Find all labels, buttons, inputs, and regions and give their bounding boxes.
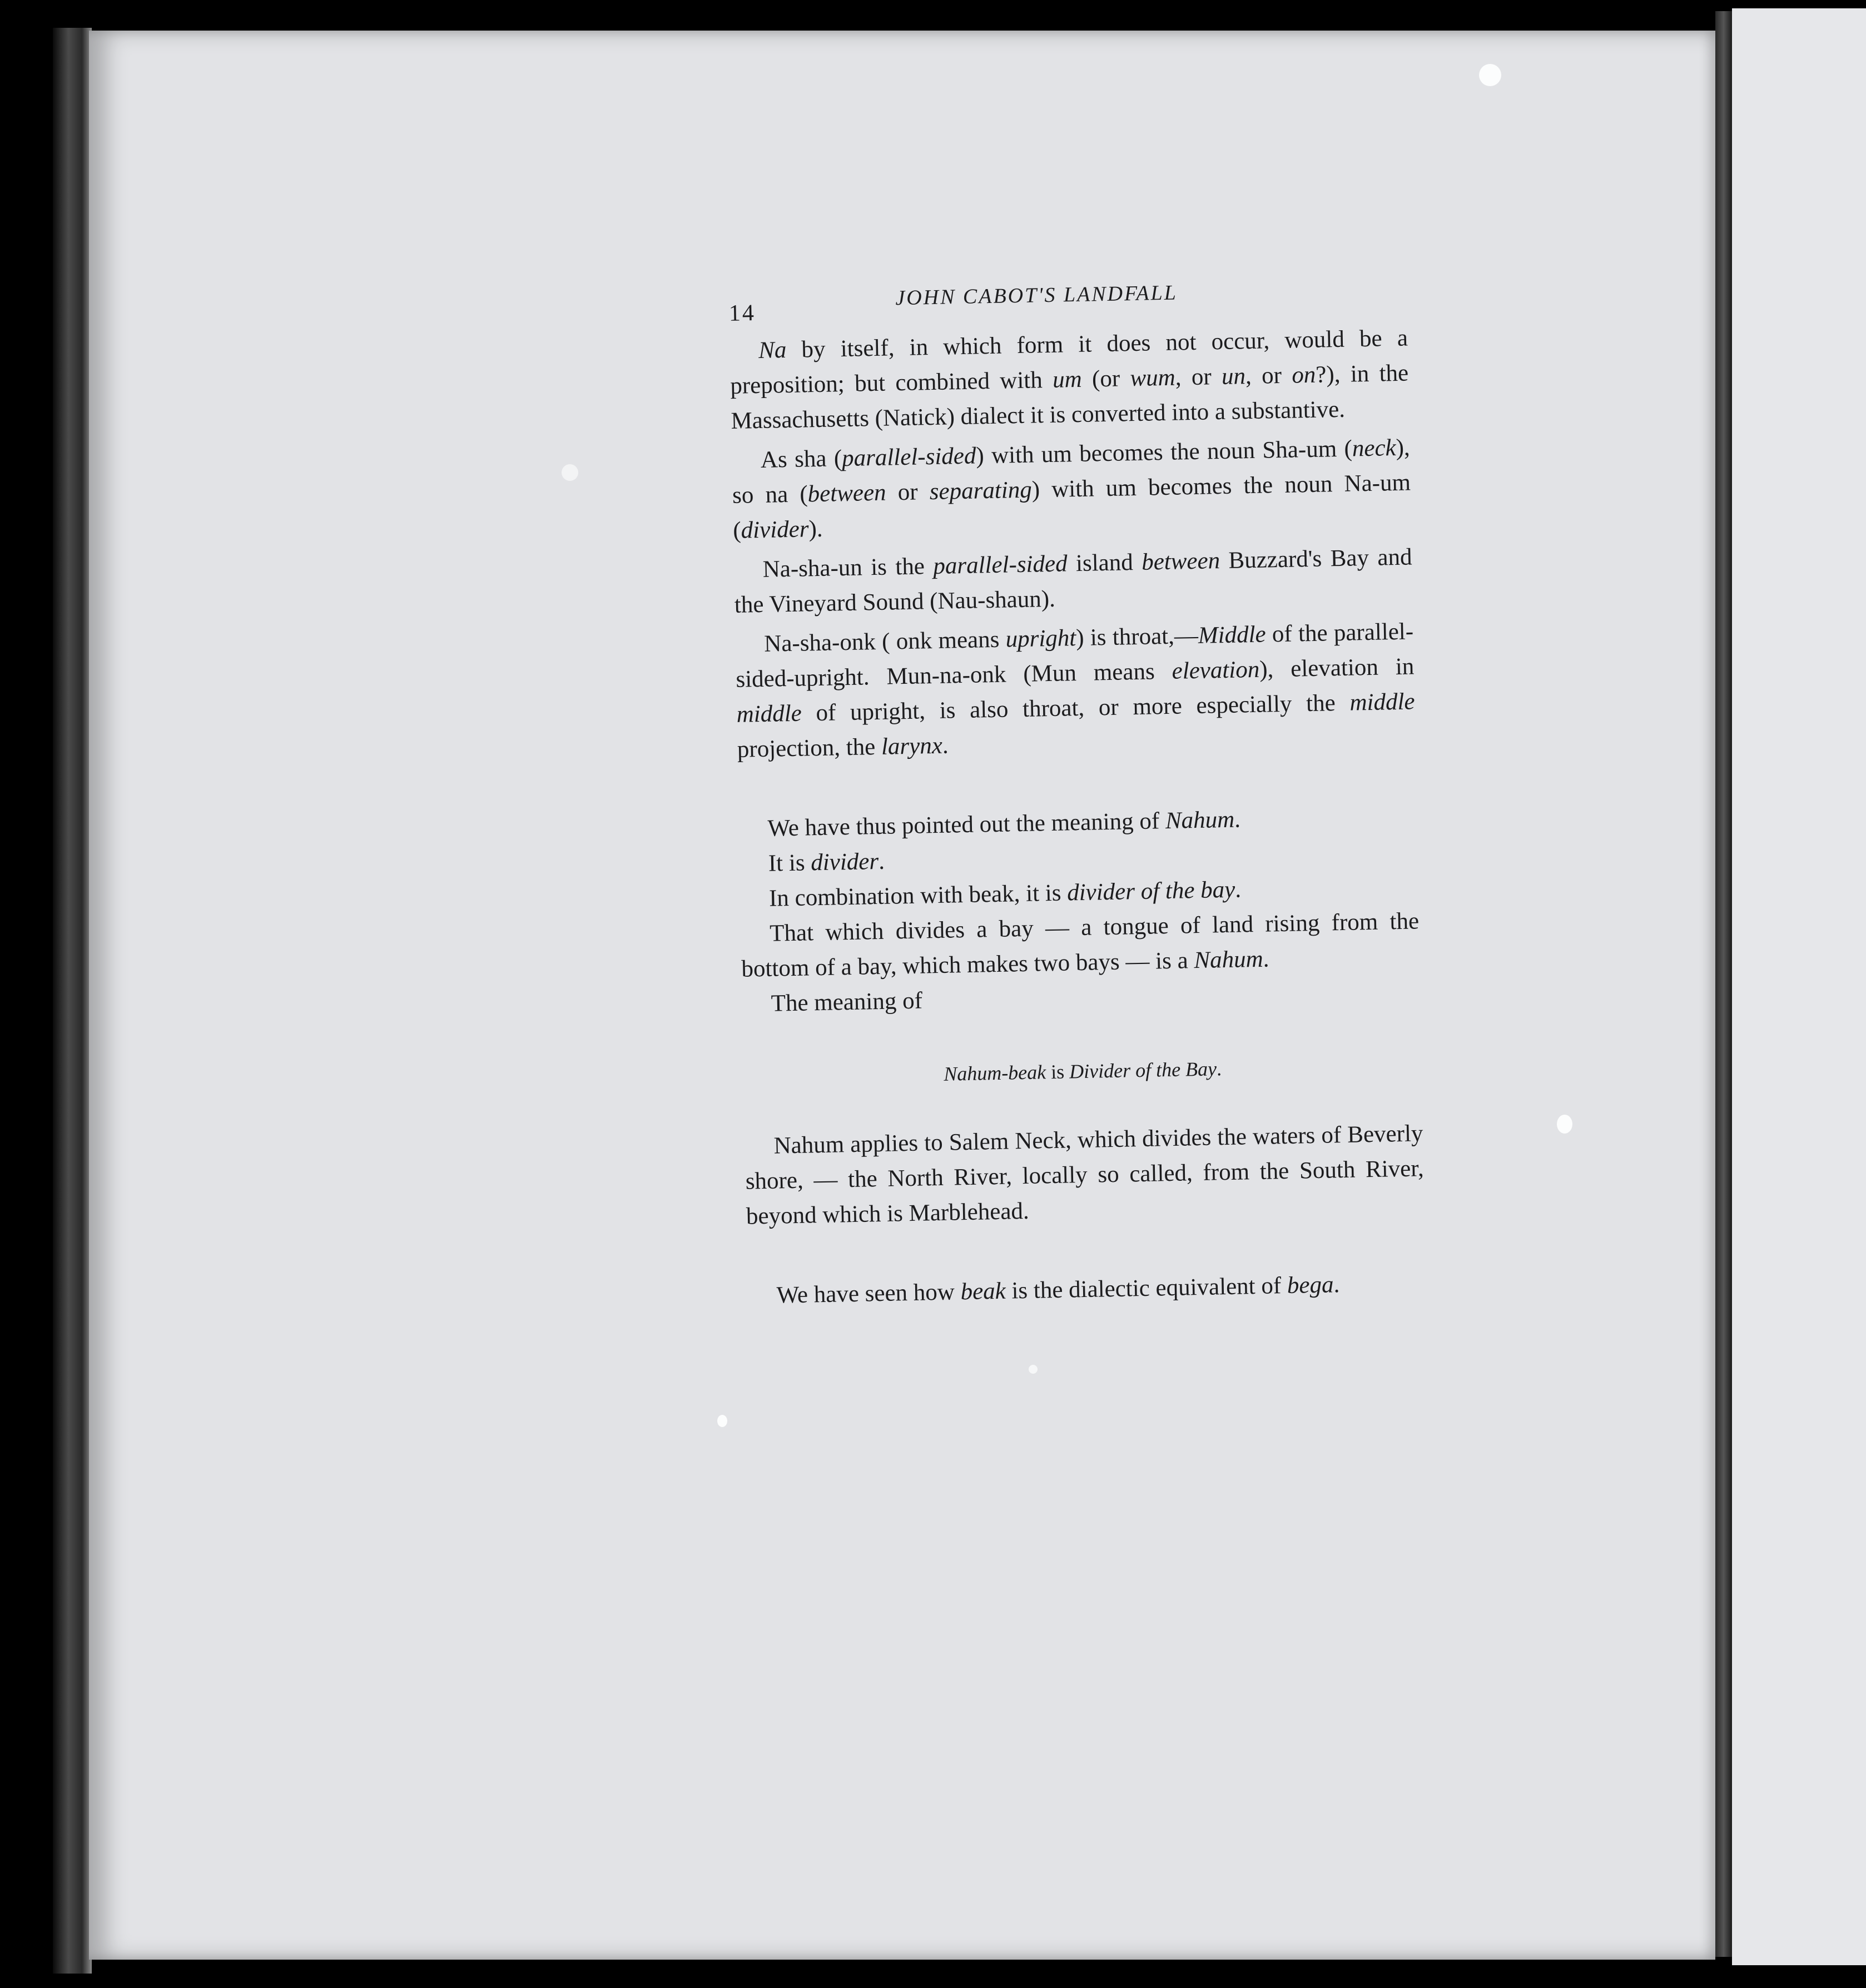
paragraph-sha-um: As sha (parallel-sided) with um becomes the noun Sha-um (neck), so na (between or separating) with um becomes the noun Na-um (divider). [732, 434, 1411, 544]
paragraph-divides-bay: That which divides a bay — a tongue of land rising from the bottom of a bay, which makes two bays — is a Nahum. [741, 908, 1420, 982]
paragraph-na: Na by itself, in which form it does not occur, would be a preposition; but combined with um (or wum, or un, or on?), in the Massachusetts (Natick) dialect it is converted into a substantive. [729, 325, 1409, 434]
page-number: 14 [728, 300, 756, 326]
scan-dust-speck [1557, 1115, 1572, 1134]
paragraph-meaning-nahum: We have thus pointed out the meaning of Nahum. [767, 806, 1241, 842]
paragraph-it-is-divider: It is divider. [768, 848, 885, 877]
paragraph-na-sha-un: Na-sha-un is the parallel-sided island between Buzzard's Bay and the Vineyard Sound (Nau-shaun). [734, 544, 1412, 618]
scan-dust-speck [562, 464, 578, 481]
facing-page-edge [1732, 8, 1866, 1965]
definition-nahum-beak: Nahum-beak is Divider of the Bay. [943, 1057, 1222, 1085]
scan-dust-speck [1029, 1365, 1038, 1374]
paragraph-na-sha-onk: Na-sha-onk ( onk means upright) is throat,—Middle of the parallel-sided-upright. Mun-na-onk (Mun means elevation), elevation in middle of upright, is also throat, or more especially the middle projection, the larynx. [736, 618, 1415, 763]
scan-dust-speck [1479, 64, 1501, 86]
paragraph-meaning-of: The meaning of [771, 987, 923, 1017]
left-binding-edge [53, 28, 92, 1974]
page-text [728, 276, 1426, 1314]
page-gutter [1715, 11, 1732, 1957]
paragraph-combination-beak: In combination with beak, it is divider of the bay. [768, 876, 1242, 912]
scan-dust-speck [717, 1415, 727, 1427]
book-title: JOHN CABOT'S LANDFALL [895, 281, 1178, 310]
paragraph-salem-neck: Nahum applies to Salem Neck, which divides the waters of Beverly shore, — the North River, locally so called, from the South River, beyond which is Marblehead. [745, 1120, 1425, 1230]
paragraph-beak-bega: We have seen how beak is the dialectic equivalent of bega. [776, 1271, 1340, 1309]
